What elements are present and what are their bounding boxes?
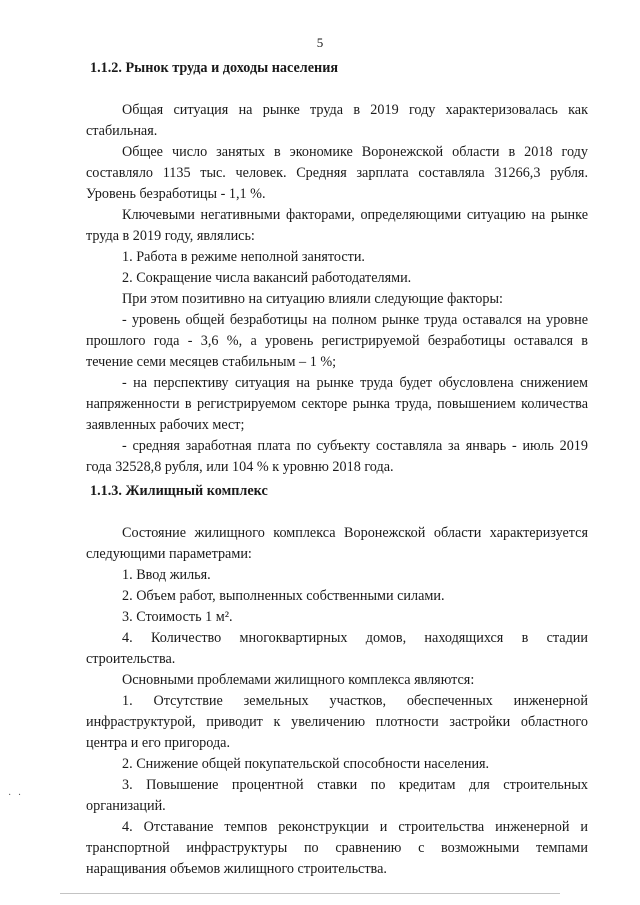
scan-edge-line: [60, 893, 560, 894]
paragraph: Основными проблемами жилищного комплекса являются:: [122, 672, 475, 688]
paragraph: При этом позитивно на ситуацию влияли следующие факторы:: [122, 291, 503, 307]
paragraph: Ключевыми негативными факторами, определяющими ситуацию на рынке труда в 2019 году, являлись:: [86, 207, 588, 244]
list-item: 2. Снижение общей покупательской способности населения.: [122, 756, 490, 772]
list-item: - на перспективу ситуация на рынке труда будет обусловлена снижением напряженности в регистрируемом секторе рынка труда, повышением количества заявленных рабочих мест;: [86, 375, 588, 433]
list-item: 1. Ввод жилья.: [122, 567, 211, 583]
scan-artifact: · ·: [8, 790, 24, 801]
list-item: 3. Повышение процентной ставки по кредитам для строительных организаций.: [86, 777, 588, 814]
page-number: 5: [316, 35, 324, 50]
paragraph: Общая ситуация на рынке труда в 2019 году характеризовалась как стабильная.: [86, 102, 588, 139]
list-item: 2. Сокращение числа вакансий работодателями.: [122, 270, 412, 286]
section-heading-housing: 1.1.3. Жилищный комплекс: [90, 483, 268, 499]
list-item: 4. Отставание темпов реконструкции и строительства инженерной и транспортной инфраструктуры по сравнению с возможными темпами наращивания объемов жилищного строительства.: [86, 819, 588, 877]
paragraph: Общее число занятых в экономике Воронежской области в 2018 году составляло 1135 тыс. человек. Средняя зарплата составляла 31266,3 рубля. Уровень безработицы - 1,1 %.: [86, 144, 588, 202]
section-labor-market: [86, 58, 588, 478]
section-heading-labor: 1.1.2. Рынок труда и доходы населения: [90, 60, 339, 76]
list-item: - уровень общей безработицы на полном рынке труда оставался на уровне прошлого года - 3,6 %, а уровень регистрируемой безработицы оставался в течение семи месяцев стабильным – 1 %;: [86, 312, 588, 370]
list-item: - средняя заработная плата по субъекту составляла за январь - июль 2019 года 32528,8 рубля, или 104 % к уровню 2018 года.: [86, 438, 588, 475]
list-item: 2. Объем работ, выполненных собственными силами.: [122, 588, 445, 604]
paragraph: Состояние жилищного комплекса Воронежской области характеризуется следующими параметрами:: [86, 525, 588, 562]
section-housing: [86, 481, 588, 880]
list-item: 4. Количество многоквартирных домов, находящихся в стадии строительства.: [86, 630, 588, 667]
list-item: 1. Отсутствие земельных участков, обеспеченных инженерной инфраструктурой, приводит к увеличению плотности застройки областного центра и его пригорода.: [86, 693, 588, 751]
list-item: 3. Стоимость 1 м².: [122, 609, 233, 625]
list-item: 1. Работа в режиме неполной занятости.: [122, 249, 365, 265]
